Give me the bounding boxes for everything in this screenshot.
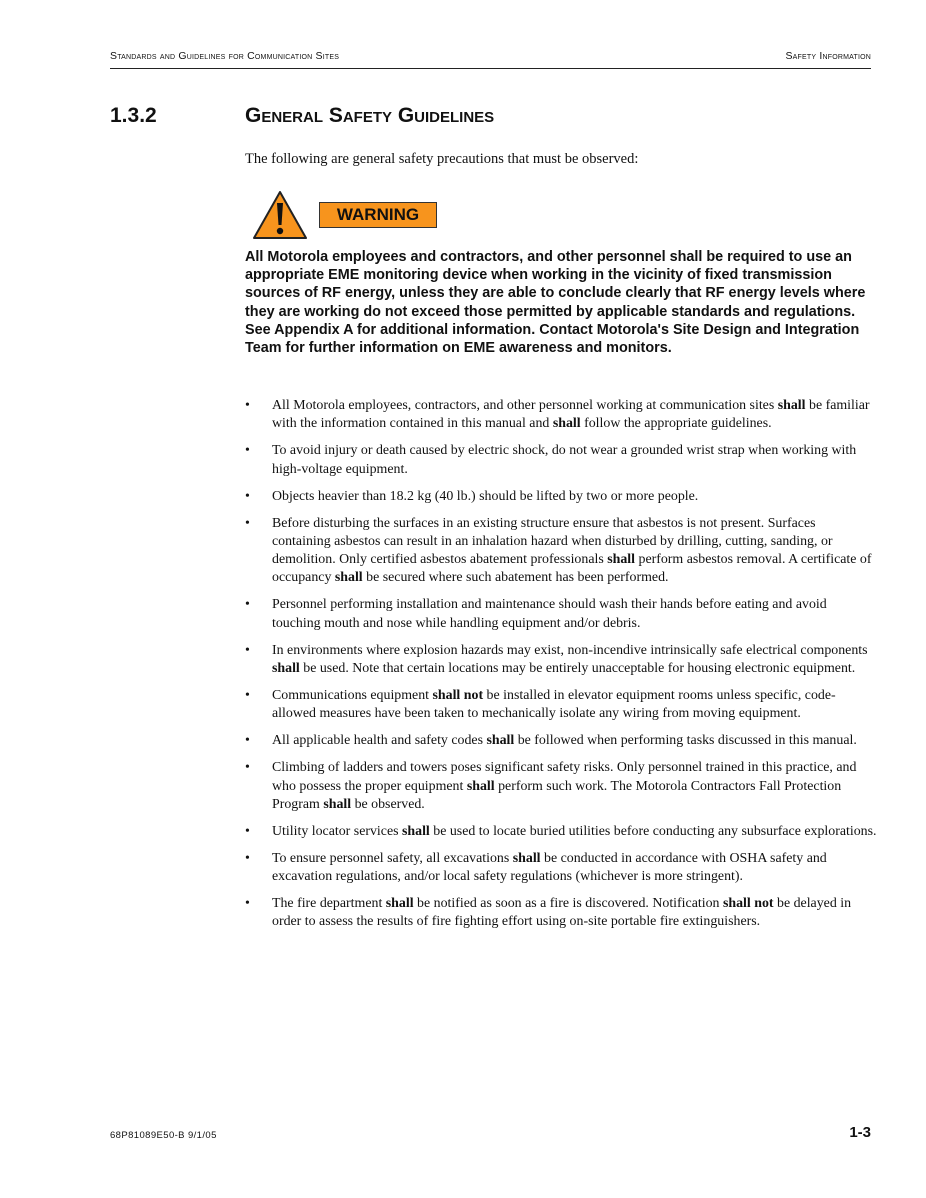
list-item — [245, 397, 877, 433]
list-item-text: Objects heavier than 18.2 kg (40 lb.) should be lifted by two or more people. — [272, 488, 699, 504]
list-item-text: All applicable health and safety codes — [272, 733, 487, 749]
emphasis-text: shall — [607, 552, 636, 568]
safety-guidelines-list — [245, 397, 877, 941]
list-item — [245, 642, 877, 678]
list-item — [245, 732, 877, 750]
list-item — [245, 442, 877, 478]
bullet-icon: • — [245, 850, 250, 866]
bullet-icon: • — [245, 642, 250, 658]
header-chapter-title: Safety Information — [785, 50, 871, 62]
bullet-icon: • — [245, 597, 250, 613]
list-item-text: In environments where explosion hazards may exist, non-incendive intrinsically safe electrical components — [272, 642, 868, 658]
footer-document-id: 68P81089E50-B 9/1/05 — [110, 1130, 217, 1141]
warning-label: WARNING — [319, 202, 437, 228]
list-item-text: be conducted in accordance with OSHA safety and excavation regulations, and/or local safety regulations (whichever is more stringent). — [272, 850, 827, 885]
bullet-icon: • — [245, 823, 250, 839]
list-item-text: be used to locate buried utilities before conducting any subsurface explorations. — [429, 823, 877, 839]
list-item-text: perform such work. The Motorola Contractors Fall Protection Program — [272, 778, 842, 812]
page-header — [110, 48, 871, 69]
list-item-text: be used. Note that certain locations may be entirely unacceptable for housing electronic equipment. — [299, 660, 856, 676]
emphasis-text: shall — [402, 823, 430, 839]
emphasis-text: shall — [466, 778, 495, 794]
warning-triangle-icon — [252, 190, 308, 240]
list-item-text: To ensure personnel safety, all excavations — [272, 850, 513, 866]
intro-paragraph: The following are general safety precautions that must be observed: — [245, 151, 639, 167]
emphasis-text: shall — [777, 398, 806, 413]
warning-text: All Motorola employees and contractors, and other personnel shall be required to use an appropriate EME monitoring device when working in the vicinity of fixed transmission sources of RF energy, unless they are able to conclude clearly that RF energy levels where they are working do not exceed those permitted by applicable standards and regulations. See Appendix A for additional information. Contact Motorola's Site Design and Integration Team for further information on EME awareness and monitors. — [245, 249, 866, 357]
list-item — [245, 488, 877, 506]
list-item-text: Utility locator services — [272, 823, 402, 839]
emphasis-text: shall — [385, 896, 414, 912]
list-item — [245, 823, 877, 841]
bullet-icon: • — [245, 398, 250, 413]
list-item — [245, 515, 877, 588]
list-item-text: Climbing of ladders and towers poses significant safety risks. Only personnel trained in this practice, and who possess the proper equipment — [272, 760, 857, 794]
list-item-text: be installed in elevator equipment rooms unless specific, code-allowed measures have been taken to mechanically isolate any wiring from moving equipment. — [272, 687, 836, 722]
list-item-text: be followed when performing tasks discussed in this manual. — [514, 733, 857, 749]
bullet-icon: • — [245, 733, 250, 749]
list-item-text: be delayed in order to assess the results of fire fighting effort using on-site portable fire extinguishers. — [272, 896, 852, 930]
list-item-text: perform asbestos removal. A certificate of occupancy — [272, 552, 872, 586]
list-item — [245, 687, 877, 723]
emphasis-text: shall — [334, 570, 363, 586]
emphasis-text: shall — [552, 416, 581, 432]
list-item-text: Before disturbing the surfaces in an existing structure ensure that asbestos is not present. Surfaces containing asbestos can result in an inhalation hazard when disturbed by drilling, cutting, sanding, or demolition. Only certified asbestos abatement professionals — [272, 515, 833, 568]
header-document-title: Standards and Guidelines for Communication Sites — [110, 50, 340, 62]
list-item-text: be familiar with the information contained in this manual and — [272, 398, 870, 432]
list-item-text: be secured where such abatement has been performed. — [362, 570, 669, 586]
bullet-icon: • — [245, 443, 250, 459]
list-item — [245, 596, 877, 632]
section-title: General Safety Guidelines — [245, 104, 495, 127]
emphasis-text: shall — [512, 850, 541, 866]
list-item — [245, 850, 877, 886]
list-item — [245, 895, 877, 931]
bullet-icon: • — [245, 515, 250, 531]
list-item-text: be notified as soon as a fire is discovered. Notification — [413, 896, 723, 912]
list-item — [245, 759, 877, 814]
list-item-text: To avoid injury or death caused by electric shock, do not wear a grounded wrist strap when working with high-voltage equipment. — [272, 443, 857, 477]
bullet-icon: • — [245, 687, 250, 703]
emphasis-text: shall — [272, 660, 300, 676]
list-item-text: The fire department — [272, 896, 386, 912]
bullet-icon: • — [245, 896, 250, 912]
bullet-icon: • — [245, 760, 250, 776]
emphasis-text: shall not — [722, 896, 774, 912]
emphasis-text: shall — [323, 796, 352, 812]
list-item-text: be observed. — [351, 796, 425, 812]
list-item-text: Personnel performing installation and maintenance should wash their hands before eating and avoid touching mouth and nose while handling equipment and/or debris. — [272, 597, 827, 631]
emphasis-text: shall — [486, 733, 515, 749]
list-item-text: All Motorola employees, contractors, and other personnel working at communication sites — [272, 398, 778, 413]
section-number: 1.3.2 — [110, 104, 157, 127]
list-item-text: follow the appropriate guidelines. — [580, 416, 772, 432]
bullet-icon: • — [245, 488, 250, 504]
list-item-text: Communications equipment — [272, 687, 433, 703]
emphasis-text: shall not — [432, 687, 484, 703]
footer-page-number: 1-3 — [849, 1124, 871, 1141]
